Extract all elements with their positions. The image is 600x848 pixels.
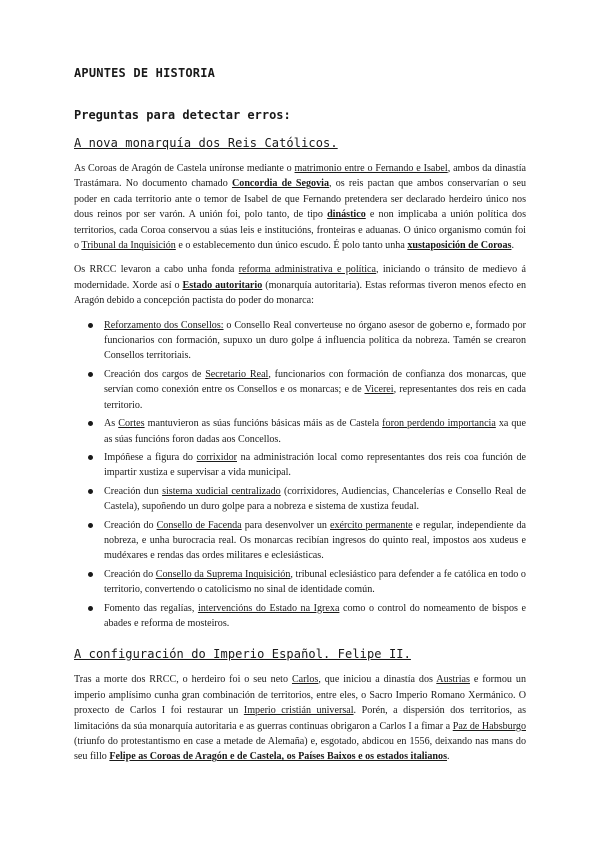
- document-subtitle: Preguntas para detectar erros:: [74, 108, 291, 122]
- text-run: .: [447, 751, 450, 763]
- emphasized-term: foron perdendo importancia: [382, 418, 496, 430]
- text-run: mantuvieron as súas funcións básicas máis as de Castela: [144, 418, 383, 430]
- text-run: o Consello Real converteuse no órgano asesor de goberno e, formado por funcionarios con formación, supuxo un duro golpe á influencia política da nobreza. Tamén se crearon Consellos territoriais.: [104, 319, 526, 362]
- text-run: xa que as súas funcións foron dadas aos Concellos.: [104, 418, 526, 445]
- emphasized-term: Estado autoritario: [182, 279, 263, 291]
- text-run: , funcionarios con formación de confianza dos monarcas, que servían como conexión entre os Consellos e os monarcas; e de: [104, 368, 526, 396]
- section-heading-imperio-espanol: A configuración do Imperio Español. Felipe II.: [74, 647, 411, 662]
- text-run: para desenvolver un: [241, 519, 330, 531]
- text-run: , ambos da dinastía Trastámara. No documento chamado: [74, 163, 527, 190]
- text-run: Os RRCC levaron a cabo unha fonda: [74, 264, 239, 276]
- emphasized-term: Carlos: [291, 674, 319, 686]
- emphasized-term: Imperio cristián universal: [243, 705, 354, 717]
- emphasized-term: dinástico: [327, 209, 366, 221]
- emphasized-term: xustaposición de Coroas: [407, 240, 512, 252]
- emphasized-term: corrixidor: [196, 451, 237, 463]
- emphasized-term: Cortes: [118, 418, 145, 430]
- emphasized-term: sistema xudicial centralizado: [162, 485, 281, 497]
- text-run: (monarquía autoritaria). Estas reformas tiveron menos efecto en Aragón debido a concepción pactista do poder do monarca:: [74, 279, 527, 307]
- emphasized-term: Paz de Habsburgo: [452, 720, 526, 732]
- emphasized-term: exército permanente: [330, 519, 413, 531]
- text-run: , representantes dos reis en cada territorio.: [104, 384, 526, 411]
- emphasized-term: reforma administrativa e política: [238, 264, 377, 276]
- emphasized-term: Secretario Real: [205, 368, 269, 380]
- text-run: Fomento das regalías,: [104, 602, 198, 614]
- text-run: . Porén, a dispersión dos territorios, as limitacións da súa monarquía autoritaria e as guerras continuas obrigaron a Carlos I a fimar a: [74, 705, 527, 732]
- section-heading-reis-catolicos: A nova monarquía dos Reis Católicos.: [74, 136, 338, 150]
- text-run: As Coroas de Aragón de Castela uníronse mediante o: [74, 163, 295, 174]
- emphasized-term: Consello da Suprema Inquisición: [155, 568, 291, 580]
- text-run: e non implicaba a unión política dos territorios, cada Coroa conservou a súas leis e institucións, fronteiras e aduanas. O único organismo común foi o: [74, 209, 527, 252]
- list-item: [104, 367, 526, 413]
- list-item: [104, 450, 526, 481]
- emphasized-term: Concordia de Segovia: [231, 178, 329, 190]
- text-run: e regular, independiente da nobreza, e unha burocracia real. Os monarcas recibían ingresos do quinto real, impostos aos xudeus e mudéxares e rendas das ordes militares e eclesiásticas.: [104, 519, 527, 562]
- list-item: [104, 416, 526, 447]
- document-title: APUNTES DE HISTORIA: [74, 66, 216, 80]
- text-run: As: [104, 418, 119, 430]
- text-run: , iniciando o tránsito de medievo á modernidade. Xorde así o: [74, 264, 526, 291]
- list-item: [104, 518, 526, 564]
- text-run: Creación do: [104, 519, 157, 531]
- text-run: na administración local como representantes dos reis coa función de impartir xustiza e supervisar a vida municipal.: [104, 451, 526, 479]
- list-item: [104, 567, 526, 598]
- text-run: Impóñese a figura do: [104, 451, 197, 463]
- text-run: Creación do: [104, 568, 156, 580]
- text-run: (corrixidores, Audiencias, Chancelerías e Consello Real de Castela), supoñendo un duro golpe para a nobreza e sistema de xustiza feudal.: [104, 485, 526, 513]
- text-run: Creación dos cargos de: [104, 368, 206, 380]
- emphasized-term: Austrias: [436, 674, 470, 686]
- emphasized-term: Consello de Facenda: [156, 519, 242, 531]
- list-item: [104, 318, 526, 364]
- text-run: .: [511, 240, 514, 252]
- list-item: [104, 601, 526, 632]
- paragraph: [74, 161, 526, 253]
- text-run: Tras a morte dos RRCC, o herdeiro foi o seu neto: [74, 674, 292, 686]
- text-run: , que iniciou a dinastía dos: [318, 674, 437, 686]
- emphasized-term: intervencións do Estado na Igrexa: [197, 602, 340, 614]
- reforms-list: [74, 318, 526, 632]
- text-run: , os reis pactan que ambos conservarían o seu poder en cada territorio ante o temor de Isabel de que Fernando pretendera ser declarado herdeiro único nos dous reinos por ser varón. A unión foi, polo tanto, de tipo: [74, 178, 527, 221]
- text-run: (triunfo do protestantismo en case a metade de Alemaña) e, esgotado, abdicou en 1556, deixando nas mans do seu fillo: [74, 736, 526, 763]
- emphasized-term: Felipe as Coroas de Aragón e de Castela, os Países Baixos e os estados italianos: [109, 751, 448, 763]
- text-run: e formou un imperio amplísimo cunha gran combinación de territorios, entre eles, o Sacro Imperio Romano Xermánico. O proxecto de Carlos I foi restaurar un: [74, 674, 526, 717]
- text-run: e o establecemento dun único escudo. É polo tanto unha: [175, 240, 408, 252]
- emphasized-term: Vicerei: [364, 384, 394, 396]
- emphasized-term: Tribunal da Inquisición: [81, 240, 176, 252]
- paragraph: [74, 262, 526, 308]
- emphasized-term: Reforzamento dos Consellos:: [104, 319, 224, 331]
- text-run: , tribunal eclesiástico para defender a fe católica en todo o territorio, convertendo o catolicismo no sinal de identidade común.: [104, 568, 526, 596]
- paragraph: [74, 672, 526, 764]
- list-item: [104, 484, 526, 515]
- emphasized-term: matrimonio entre o Fernando e Isabel: [294, 163, 448, 174]
- text-run: Creación dun: [104, 485, 163, 497]
- text-run: como o control do nomeamento de bispos e abades e reforma de mosteiros.: [104, 602, 526, 629]
